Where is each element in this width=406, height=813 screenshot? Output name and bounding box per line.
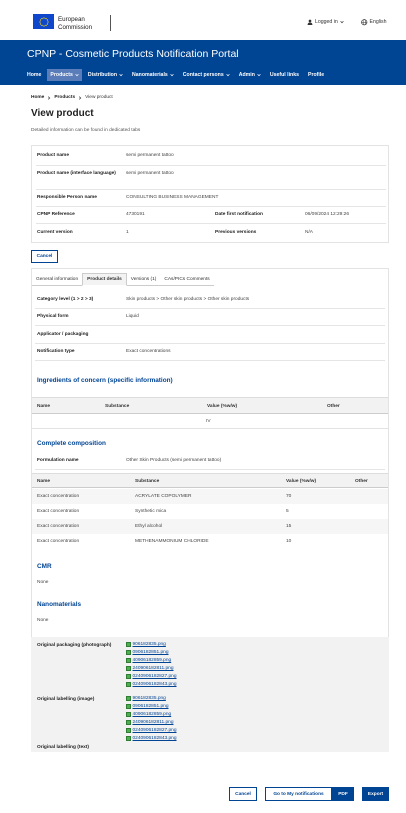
col-name: Name: [37, 479, 51, 484]
ingredient-value-cell: IV: [206, 419, 211, 424]
nav-products-label: Products: [50, 72, 73, 78]
row-name-cell: Exact concentration: [37, 524, 80, 529]
image-file-icon: [126, 712, 131, 717]
image-file-icon: [126, 736, 131, 741]
image-file-icon: [126, 650, 131, 655]
row-substance-cell: Ethyl alcohol: [135, 524, 163, 529]
row-value-cell: 10: [286, 539, 292, 544]
page-title: View product: [31, 108, 94, 119]
globe-icon: [361, 19, 368, 26]
table-row: [32, 534, 388, 549]
composition-table-header: [32, 473, 388, 488]
chevron-down-icon: [75, 73, 79, 77]
nav-admin[interactable]: [236, 69, 264, 81]
date-first-notification-label: Date first notification: [215, 212, 263, 217]
file-name: 0240906182827.png: [132, 674, 177, 679]
col-substance: Substance: [135, 479, 160, 484]
file-link[interactable]: [126, 695, 177, 703]
image-file-icon: [126, 704, 131, 709]
main-nav: [24, 69, 330, 81]
nav-profile[interactable]: [305, 69, 327, 81]
chevron-down-icon: [119, 73, 123, 77]
row-value-cell: 15: [286, 524, 292, 529]
col-value: Value (%w/w): [286, 479, 317, 484]
table-row: [32, 519, 388, 534]
previous-versions-value: N/A: [305, 230, 313, 235]
file-name: 0906182851.png: [132, 704, 169, 710]
row-divider: [35, 469, 385, 470]
cmr-title: CMR: [37, 563, 52, 570]
row-name-cell: Exact concentration: [37, 509, 80, 514]
file-name: 906182835.png: [132, 696, 166, 702]
product-name-value: semi permanent tattoo: [126, 153, 174, 158]
file-link[interactable]: [126, 665, 177, 673]
table-row: [32, 504, 388, 519]
table-row: [32, 489, 388, 504]
portal-title: CPNP - Cosmetic Products Notification Portal: [27, 48, 239, 60]
file-link[interactable]: [126, 649, 177, 657]
col-value: Value (%w/w): [207, 404, 238, 409]
nav-products[interactable]: [47, 69, 81, 81]
cpnp-reference-value: 4730191: [126, 212, 145, 217]
page-subtitle: Detailed information can be found in dedicated tabs: [31, 128, 141, 133]
product-summary-card: [31, 145, 389, 243]
image-file-icon: [126, 682, 131, 687]
nav-distribution-label: Distribution: [87, 72, 118, 78]
tab-versions[interactable]: Versions (1): [127, 273, 161, 286]
pdf-button[interactable]: PDF: [332, 787, 354, 801]
language-selector[interactable]: [361, 19, 387, 26]
nav-useful-links-label: Useful links: [269, 72, 299, 78]
tab-cas-pics-comments[interactable]: CAs/PICs Comments: [160, 273, 213, 286]
row-divider: [36, 189, 386, 190]
row-divider: [35, 325, 385, 326]
nav-home[interactable]: [24, 69, 44, 81]
image-file-icon: [126, 666, 131, 671]
col-other: Other: [327, 404, 340, 409]
row-substance-cell: METHENAMMONIUM CHLORIDE: [135, 539, 209, 544]
row-divider: [35, 343, 385, 344]
row-name-cell: Exact concentration: [37, 494, 80, 499]
notification-type-value: Exact concentrations: [126, 349, 171, 354]
chevron-down-icon: [170, 73, 174, 77]
labelling-file-list: [126, 695, 177, 742]
category-level-value: Skin products > Other skin products > Other skin products: [126, 297, 250, 302]
nanomaterials-value: None: [37, 618, 49, 623]
row-divider: [35, 308, 385, 309]
breadcrumb: [31, 95, 113, 100]
org-name-line2: Commission: [58, 23, 93, 31]
file-name: 40906182859.png: [132, 712, 172, 718]
file-link[interactable]: [126, 711, 177, 719]
physical-form-label: Physical form: [37, 314, 69, 319]
nav-contact-persons-label: Contact persons: [182, 72, 224, 78]
original-packaging-label: Original packaging (photograph): [37, 643, 112, 648]
cpnp-reference-label: CPNP Reference: [37, 212, 75, 217]
complete-composition-title: Complete composition: [37, 440, 106, 447]
date-first-notification-value: 06/09/2024 12:29:26: [305, 212, 350, 217]
responsible-person-label: Responsible Person name: [37, 195, 97, 200]
ingredients-of-concern-title: Ingredients of concern (specific information): [37, 377, 173, 384]
interface-name-label: Product name (interface language): [37, 171, 116, 176]
row-divider: [35, 360, 385, 361]
go-to-my-notifications-button[interactable]: Go to My notifications: [265, 787, 332, 801]
file-link[interactable]: [126, 727, 177, 735]
file-name: 906182835.png: [132, 642, 166, 648]
product-name-label: Product name: [37, 153, 69, 158]
current-version-value: 1: [126, 230, 129, 235]
logo-divider: [110, 15, 111, 31]
file-name: 240906182811.png: [132, 720, 174, 726]
file-link[interactable]: [126, 734, 177, 742]
file-name: 0906182851.png: [132, 650, 169, 656]
nav-profile-label: Profile: [307, 72, 325, 78]
image-file-icon: [126, 720, 131, 725]
col-substance: Substance: [105, 404, 130, 409]
nav-distribution[interactable]: [85, 69, 126, 81]
breadcrumb-home[interactable]: Home: [31, 95, 45, 100]
physical-form-value: Liquid: [126, 314, 139, 319]
nav-nanomaterials[interactable]: [129, 69, 177, 81]
logged-in-label: Logged in: [315, 19, 338, 25]
file-link[interactable]: [126, 657, 177, 665]
top-bar: [0, 0, 406, 40]
cmr-value: None: [37, 580, 49, 585]
breadcrumb-current: View product: [85, 95, 113, 100]
chevron-down-icon: [340, 20, 344, 24]
cancel-button-top[interactable]: Cancel: [31, 250, 58, 263]
col-name: Name: [37, 404, 51, 409]
file-link[interactable]: [126, 673, 177, 681]
eu-flag-logo[interactable]: [33, 14, 54, 29]
tab-product-details[interactable]: Product details: [82, 273, 127, 286]
chevron-down-icon: [226, 73, 230, 77]
file-name: 0240906182843.png: [132, 681, 177, 687]
chevron-right-icon: [78, 96, 82, 100]
file-name: 0240906182843.png: [132, 735, 177, 741]
org-name-line1: European: [58, 16, 85, 23]
col-other: Other: [355, 479, 368, 484]
eu-stars-icon: [37, 16, 51, 28]
nanomaterials-title: Nanomaterials: [37, 601, 82, 608]
nav-admin-label: Admin: [238, 72, 255, 78]
notification-type-label: Notification type: [37, 349, 75, 354]
file-link[interactable]: [126, 703, 177, 711]
row-divider: [36, 223, 386, 224]
ingredients-table-header: [32, 397, 388, 414]
nav-useful-links[interactable]: [267, 69, 302, 81]
table-row: [32, 414, 388, 429]
row-value-cell: 5: [286, 509, 289, 514]
file-link[interactable]: [126, 680, 177, 688]
row-substance-cell: Synthetic mica: [135, 509, 167, 514]
org-name: [58, 16, 92, 31]
image-file-icon: [126, 674, 131, 679]
export-button[interactable]: Export: [362, 787, 389, 801]
category-level-label: Category level (1 > 2 > 3): [37, 297, 94, 302]
row-value-cell: 70: [286, 494, 292, 499]
row-substance-cell: ACRYLATE COPOLYMER: [135, 494, 192, 499]
row-divider: [36, 206, 386, 207]
image-file-icon: [126, 658, 131, 663]
original-labelling-text-label: Original labelling (text): [37, 745, 89, 750]
chevron-right-icon: [47, 96, 51, 100]
image-file-icon: [126, 728, 131, 733]
user-icon: [307, 19, 313, 25]
interface-name-value: semi permanent tattoo: [126, 171, 174, 176]
file-link[interactable]: [126, 719, 177, 727]
cancel-button[interactable]: Cancel: [229, 787, 257, 801]
row-name-cell: Exact concentration: [37, 539, 80, 544]
breadcrumb-products[interactable]: Products: [54, 95, 76, 100]
attachments-area: [31, 637, 389, 752]
responsible-person-value: CONSULTING BUSINESS MANAGEMENT: [126, 195, 219, 200]
file-name: 240906182811.png: [132, 666, 174, 672]
logged-in-menu[interactable]: [307, 19, 344, 25]
image-file-icon: [126, 642, 131, 647]
row-divider: [36, 165, 386, 166]
tab-bar: [32, 273, 214, 286]
nav-nanomaterials-label: Nanomaterials: [132, 72, 168, 78]
packaging-file-list: [126, 641, 177, 688]
language-label: English: [369, 19, 387, 26]
chevron-down-icon: [257, 73, 261, 77]
file-name: 40906182859.png: [132, 658, 172, 664]
applicator-packaging-label: Applicator / packaging: [37, 332, 89, 337]
portal-banner: [0, 40, 406, 85]
nav-home-label: Home: [27, 72, 42, 78]
tab-general-information[interactable]: General information: [32, 273, 82, 286]
image-file-icon: [126, 696, 131, 701]
original-labelling-image-label: Original labelling (image): [37, 697, 95, 702]
file-name: 0240906182827.png: [132, 728, 177, 733]
formulation-name-value: Other Skin Products (semi permanent tattoo): [126, 458, 222, 463]
file-link[interactable]: [126, 641, 177, 649]
formulation-name-label: Formulation name: [37, 458, 79, 463]
previous-versions-label: Previous versions: [215, 230, 257, 235]
current-version-label: Current version: [37, 230, 73, 235]
nav-contact-persons[interactable]: [180, 69, 233, 81]
